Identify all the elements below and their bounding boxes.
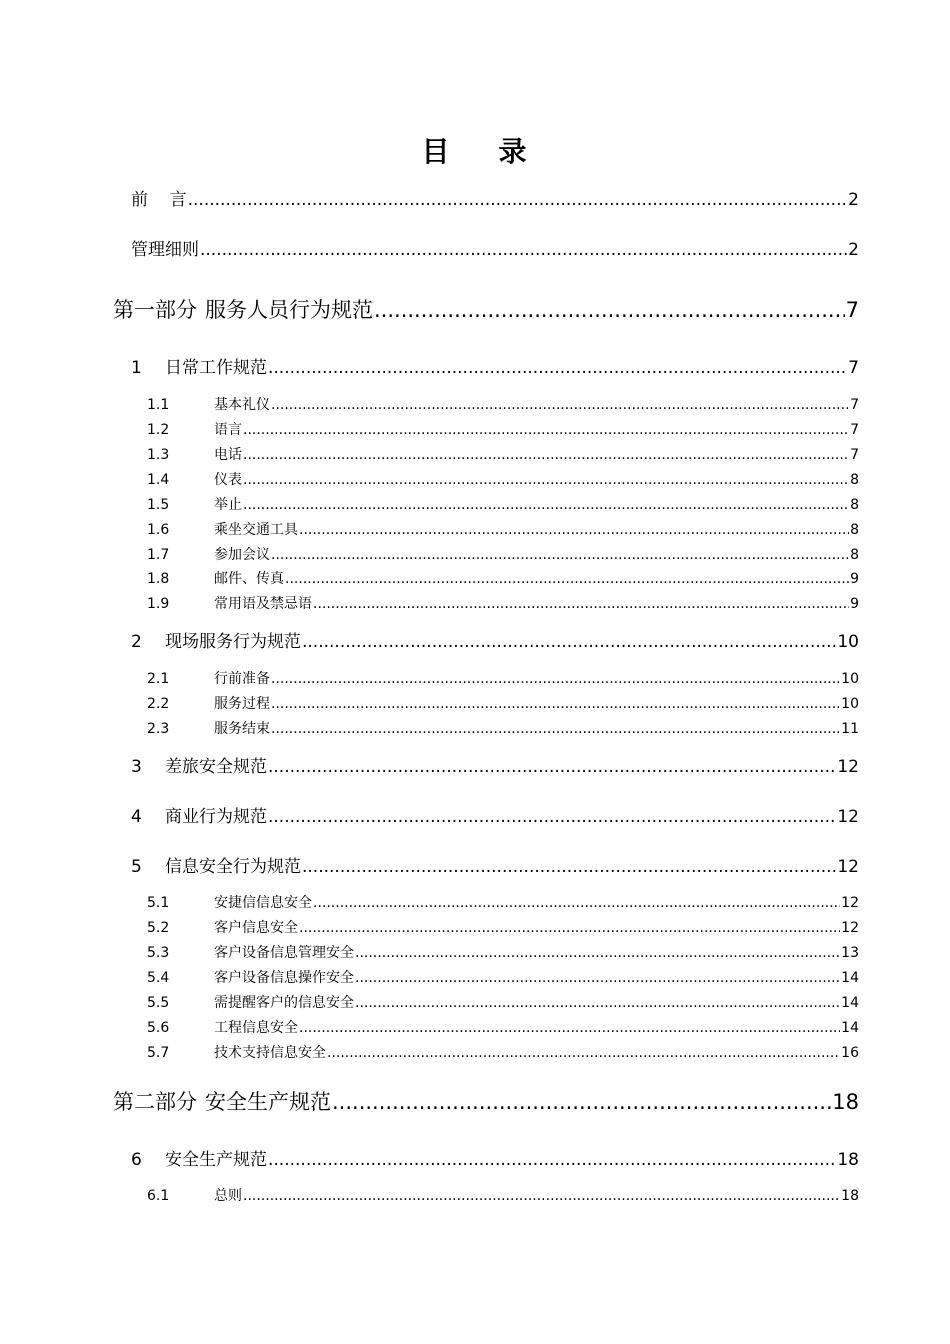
toc-entry[interactable] (113, 295, 859, 325)
toc-entry-number: 1 (131, 358, 142, 378)
toc-entry-number: 5.7 (147, 1045, 170, 1061)
toc-entry-number: 5.2 (147, 920, 170, 936)
toc-entry-label: 语言 (214, 422, 242, 438)
toc-entry-label: 服务人员行为规范 (205, 298, 373, 322)
toc-entry-label: 服务过程 (214, 696, 270, 712)
toc-entry-page-number: 14 (841, 1020, 859, 1036)
toc-entry-label: 服务结束 (214, 721, 270, 737)
toc-entry-label: 前 言 (131, 190, 187, 210)
dot-leader (268, 755, 836, 779)
toc-entry[interactable] (131, 188, 859, 212)
toc-entry-label: 乘坐交通工具 (214, 522, 298, 538)
toc-entry-page-number: 7 (850, 397, 859, 413)
toc-entry-page-number: 7 (850, 422, 859, 438)
toc-entry[interactable] (147, 470, 859, 490)
dot-leader (243, 1186, 840, 1206)
toc-entry-label: 商业行为规范 (165, 807, 267, 827)
toc-entry-label: 客户信息安全 (214, 920, 298, 936)
dot-leader (271, 694, 840, 714)
toc-entry-page-number: 12 (837, 757, 859, 777)
toc-entry[interactable] (147, 395, 859, 415)
toc-entry-number: 第一部分 (113, 298, 197, 322)
toc-entry-label: 客户设备信息操作安全 (214, 970, 354, 986)
toc-entry-number: 6 (131, 1150, 142, 1170)
toc-entry[interactable] (131, 630, 859, 654)
toc-entry-page-number: 7 (845, 298, 859, 322)
toc-entry[interactable] (147, 694, 859, 714)
dot-leader (332, 1087, 831, 1117)
toc-entry-label: 电话 (214, 447, 242, 463)
toc-entry[interactable] (147, 1043, 859, 1063)
dot-leader (268, 356, 847, 380)
toc-entry-label: 现场服务行为规范 (165, 632, 301, 652)
toc-entry-number: 1.3 (147, 447, 170, 463)
toc-entry-label: 行前准备 (214, 671, 270, 687)
toc-entry-label: 邮件、传真 (214, 571, 284, 587)
toc-entry-number: 1.9 (147, 596, 170, 612)
toc-entry[interactable] (147, 420, 859, 440)
dot-leader (271, 545, 849, 565)
dot-leader (299, 1018, 840, 1038)
dot-leader (243, 470, 849, 490)
toc-entry[interactable] (147, 943, 859, 963)
toc-entry-page-number: 16 (841, 1045, 859, 1061)
dot-leader (268, 1148, 836, 1172)
toc-entry-label: 总则 (214, 1188, 242, 1204)
toc-entry[interactable] (147, 893, 859, 913)
toc-entry-label: 管理细则 (131, 240, 199, 260)
toc-entry-number: 5.4 (147, 970, 170, 986)
toc-entry-number: 第二部分 (113, 1090, 197, 1114)
dot-leader (302, 855, 836, 879)
toc-entry-number: 1.8 (147, 571, 170, 587)
toc-entry-page-number: 12 (841, 920, 859, 936)
toc-entry-page-number: 2 (848, 240, 859, 260)
dot-leader (200, 238, 847, 262)
toc-entry-page-number: 18 (837, 1150, 859, 1170)
toc-entry[interactable] (131, 755, 859, 779)
toc-entry-label: 客户设备信息管理安全 (214, 945, 354, 961)
toc-entry-page-number: 2 (848, 190, 859, 210)
toc-entry-page-number: 8 (850, 497, 859, 513)
dot-leader (243, 445, 849, 465)
toc-entry-number: 1.2 (147, 422, 170, 438)
toc-entry-label: 安全生产规范 (165, 1150, 267, 1170)
toc-entry[interactable] (147, 594, 859, 614)
toc-entry[interactable] (147, 993, 859, 1013)
dot-leader (299, 520, 849, 540)
toc-entry[interactable] (147, 520, 859, 540)
toc-entry[interactable] (147, 669, 859, 689)
toc-entry-page-number: 10 (837, 632, 859, 652)
toc-entry-number: 1.5 (147, 497, 170, 513)
dot-leader (299, 918, 840, 938)
dot-leader (271, 719, 840, 739)
toc-entry-page-number: 14 (841, 995, 859, 1011)
toc-entry-page-number: 13 (841, 945, 859, 961)
toc-entry[interactable] (131, 855, 859, 879)
dot-leader (271, 669, 840, 689)
dot-leader (302, 630, 836, 654)
dot-leader (243, 495, 849, 515)
toc-entry-page-number: 12 (837, 857, 859, 877)
dot-leader (188, 188, 848, 212)
toc-entry-label: 日常工作规范 (165, 358, 267, 378)
dot-leader (313, 893, 840, 913)
toc-entry-page-number: 7 (850, 447, 859, 463)
toc-entry[interactable] (147, 1186, 859, 1206)
toc-entry-number: 1.7 (147, 547, 170, 563)
toc-entry-number: 6.1 (147, 1188, 170, 1204)
toc-entry-number: 5 (131, 857, 142, 877)
toc-entry-number: 5.6 (147, 1020, 170, 1036)
toc-entry-label: 举止 (214, 497, 242, 513)
toc-entry-label: 安全生产规范 (205, 1090, 331, 1114)
toc-entry-label: 参加会议 (214, 547, 270, 563)
toc-entry[interactable] (147, 719, 859, 739)
dot-leader (374, 295, 845, 325)
toc-entry-number: 4 (131, 807, 142, 827)
dot-leader (271, 395, 849, 415)
toc-entry[interactable] (147, 495, 859, 515)
toc-entry[interactable] (131, 1148, 859, 1172)
toc-entry[interactable] (147, 545, 859, 565)
toc-entry-label: 安捷信信息安全 (214, 895, 312, 911)
toc-entry[interactable] (147, 445, 859, 465)
toc-entry[interactable] (131, 805, 859, 829)
toc-entry-page-number: 12 (837, 807, 859, 827)
toc-entry-page-number: 14 (841, 970, 859, 986)
dot-leader (355, 943, 840, 963)
toc-entry-page-number: 8 (850, 522, 859, 538)
dot-leader (268, 805, 836, 829)
dot-leader (355, 968, 840, 988)
dot-leader (285, 569, 849, 589)
toc-entry[interactable] (147, 918, 859, 938)
toc-entry-page-number: 10 (841, 671, 859, 687)
toc-entry[interactable] (131, 238, 859, 262)
toc-entry-page-number: 18 (832, 1090, 859, 1114)
toc-entry-label: 常用语及禁忌语 (214, 596, 312, 612)
toc-entry-page-number: 9 (850, 596, 859, 612)
toc-entry-page-number: 9 (850, 571, 859, 587)
toc-entry[interactable] (147, 968, 859, 988)
toc-entry-number: 2.2 (147, 696, 170, 712)
toc-entry-number: 2 (131, 632, 142, 652)
toc-entry-number: 1.6 (147, 522, 170, 538)
toc-entry[interactable] (131, 356, 859, 380)
toc-entry-page-number: 12 (841, 895, 859, 911)
toc-entry-label: 需提醒客户的信息安全 (214, 995, 354, 1011)
toc-entry-page-number: 7 (848, 358, 859, 378)
toc-entry-label: 差旅安全规范 (165, 757, 267, 777)
toc-entry-label: 基本礼仪 (214, 397, 270, 413)
toc-entry-number: 5.3 (147, 945, 170, 961)
toc-entry-page-number: 8 (850, 472, 859, 488)
toc-entry[interactable] (147, 569, 859, 589)
toc-title: 目 录 (421, 135, 529, 168)
dot-leader (355, 993, 840, 1013)
toc-entry-page-number: 8 (850, 547, 859, 563)
toc-entry-label: 技术支持信息安全 (214, 1045, 326, 1061)
toc-entry-label: 信息安全行为规范 (165, 857, 301, 877)
toc-entry-page-number: 10 (841, 696, 859, 712)
toc-entry[interactable] (147, 1018, 859, 1038)
dot-leader (327, 1043, 840, 1063)
toc-entry-number: 5.1 (147, 895, 170, 911)
dot-leader (313, 594, 849, 614)
dot-leader (243, 420, 849, 440)
toc-entry-page-number: 18 (841, 1188, 859, 1204)
toc-entry-number: 2.3 (147, 721, 170, 737)
toc-entry-number: 1.4 (147, 472, 170, 488)
toc-entry-number: 1.1 (147, 397, 170, 413)
toc-entry-number: 3 (131, 757, 142, 777)
toc-entry-label: 工程信息安全 (214, 1020, 298, 1036)
toc-entry-number: 5.5 (147, 995, 170, 1011)
toc-entry-page-number: 11 (841, 721, 859, 737)
toc-entry-number: 2.1 (147, 671, 170, 687)
toc-entry-label: 仪表 (214, 472, 242, 488)
toc-entry[interactable] (113, 1087, 859, 1117)
